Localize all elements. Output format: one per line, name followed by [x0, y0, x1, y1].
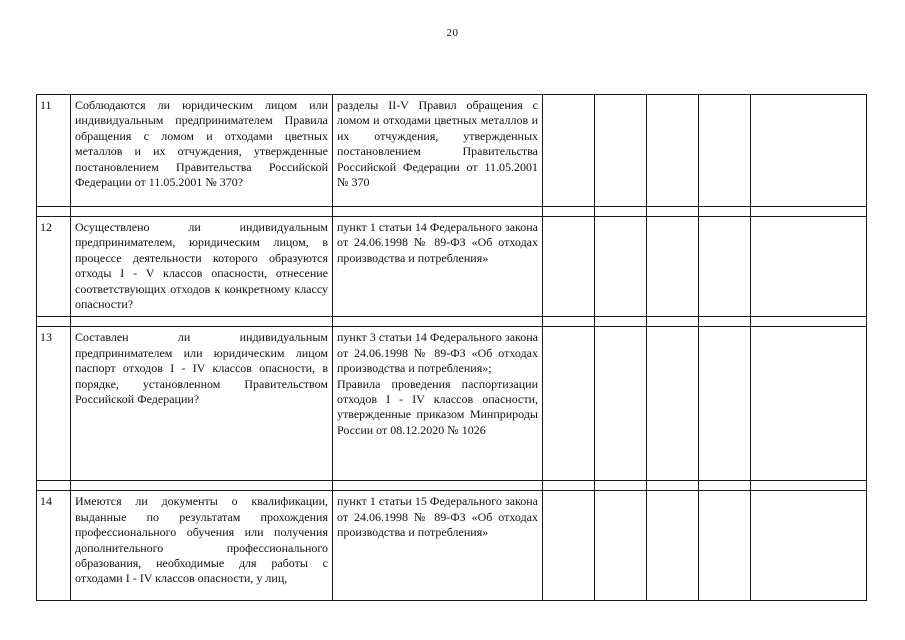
- answer-no-cell[interactable]: [595, 217, 647, 317]
- separator-cell: [647, 481, 699, 491]
- separator-cell: [543, 317, 595, 327]
- row-separator: [37, 481, 867, 491]
- note-cell[interactable]: [751, 95, 867, 207]
- legal-reference-line: разделы II-V Правил обращения с ломом и отходами цветных металлов и их отчуждения, утвержденных постановлением Правительства Российской Федерации от 11.05.2001 № 370: [337, 98, 538, 190]
- answer-extra-cell[interactable]: [699, 491, 751, 601]
- separator-cell: [647, 207, 699, 217]
- legal-reference: [333, 95, 543, 207]
- note-cell[interactable]: [751, 217, 867, 317]
- requirement-question: Соблюдаются ли юридическим лицом или индивидуальным предпринимателем Правила обращения с ломом и отходами цветных металлов и их отчуждения, утвержденные постановлением Правительства Российской Федерации от 11.05.2001 № 370?: [71, 95, 333, 207]
- separator-cell: [543, 481, 595, 491]
- row-separator: [37, 207, 867, 217]
- legal-reference: [333, 327, 543, 481]
- separator-cell: [699, 207, 751, 217]
- separator-cell: [333, 317, 543, 327]
- row-number: 12: [37, 217, 71, 317]
- separator-cell: [37, 317, 71, 327]
- separator-cell: [699, 481, 751, 491]
- separator-cell: [595, 481, 647, 491]
- requirement-question: Имеются ли документы о квалификации, выданные по результатам прохождения профессионального обучения или получения дополнительного профессионального образования, необходимые для работы с отходами I - IV классов опасности, у лиц,: [71, 491, 333, 601]
- table-row: [37, 95, 867, 207]
- row-number: 13: [37, 327, 71, 481]
- answer-na-cell[interactable]: [647, 217, 699, 317]
- table-row: [37, 217, 867, 317]
- note-cell[interactable]: [751, 491, 867, 601]
- legal-reference-line: пункт 1 статьи 14 Федерального закона от 24.06.1998 № 89-ФЗ «Об отходах производства и потребления»: [337, 220, 538, 265]
- row-number: 11: [37, 95, 71, 207]
- checklist-table: [36, 94, 867, 601]
- note-cell[interactable]: [751, 327, 867, 481]
- checklist-rows: [37, 95, 867, 601]
- row-number: 14: [37, 491, 71, 601]
- answer-no-cell[interactable]: [595, 327, 647, 481]
- answer-extra-cell[interactable]: [699, 217, 751, 317]
- legal-reference-line: пункт 3 статьи 14 Федерального закона от 24.06.1998 № 89-ФЗ «Об отходах производства и потребления»;: [337, 330, 538, 376]
- separator-cell: [333, 481, 543, 491]
- separator-cell: [751, 207, 867, 217]
- row-separator: [37, 317, 867, 327]
- requirement-question: Составлен ли индивидуальным предпринимателем или юридическим лицом паспорт отходов I - IV классов опасности, в порядке, установленном Правительством Российской Федерации?: [71, 327, 333, 481]
- legal-reference-line: пункт 1 статьи 15 Федерального закона от 24.06.1998 № 89-ФЗ «Об отходах производства и потребления»: [337, 494, 538, 540]
- answer-extra-cell[interactable]: [699, 95, 751, 207]
- separator-cell: [37, 207, 71, 217]
- legal-reference: [333, 491, 543, 601]
- separator-cell: [543, 207, 595, 217]
- answer-no-cell[interactable]: [595, 95, 647, 207]
- separator-cell: [647, 317, 699, 327]
- answer-yes-cell[interactable]: [543, 95, 595, 207]
- page-number: 20: [446, 27, 459, 39]
- answer-na-cell[interactable]: [647, 491, 699, 601]
- answer-no-cell[interactable]: [595, 491, 647, 601]
- answer-na-cell[interactable]: [647, 327, 699, 481]
- answer-yes-cell[interactable]: [543, 491, 595, 601]
- separator-cell: [71, 481, 333, 491]
- separator-cell: [595, 207, 647, 217]
- separator-cell: [71, 207, 333, 217]
- separator-cell: [699, 317, 751, 327]
- answer-yes-cell[interactable]: [543, 327, 595, 481]
- separator-cell: [37, 481, 71, 491]
- answer-na-cell[interactable]: [647, 95, 699, 207]
- table-row: [37, 327, 867, 481]
- separator-cell: [751, 481, 867, 491]
- answer-extra-cell[interactable]: [699, 327, 751, 481]
- separator-cell: [333, 207, 543, 217]
- separator-cell: [71, 317, 333, 327]
- separator-cell: [595, 317, 647, 327]
- legal-reference-line: Правила проведения паспортизации отходов I - IV классов опасности, утвержденные приказом Минприроды России от 08.12.2020 № 1026: [337, 376, 538, 437]
- table-row: [37, 491, 867, 601]
- separator-cell: [751, 317, 867, 327]
- requirement-question: Осуществлено ли индивидуальным предпринимателем, юридическим лицом, в процессе деятельности которого образуются отходы I - V классов опасности, отнесение соответствующих отходов к конкретному классу опасности?: [71, 217, 333, 317]
- legal-reference: [333, 217, 543, 317]
- answer-yes-cell[interactable]: [543, 217, 595, 317]
